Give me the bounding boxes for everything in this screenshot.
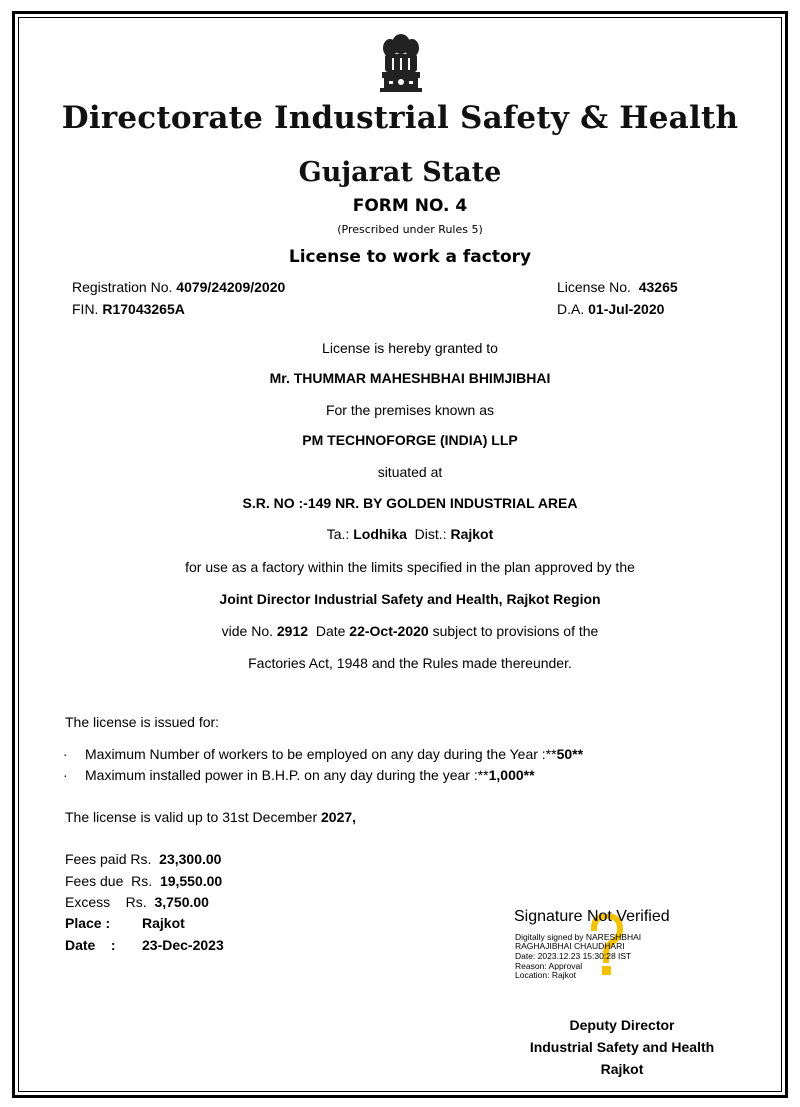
premises-name: PM TECHNOFORGE (INDIA) LLP: [302, 432, 518, 448]
use-statement: for use as a factory within the limits specified in the plan approved by the: [185, 559, 635, 575]
power-item: · Maximum installed power in B.H.P. on any day during the year :**1,000**: [63, 767, 535, 783]
signatory-department: Industrial Safety and Health: [529, 1039, 715, 1055]
license-title: License to work a factory: [288, 247, 532, 267]
digital-signature: [512, 906, 712, 986]
signatory-title: Deputy Director: [569, 1017, 675, 1033]
fin-number: FIN. R17043265A: [72, 301, 185, 317]
fees-paid: Fees paid Rs. 23,300.00: [65, 851, 222, 867]
license-number: License No. 43265: [557, 279, 678, 295]
workers-item: · Maximum Number of workers to be employed on any day during the Year :**50**: [63, 746, 584, 762]
registration-number: Registration No. 4079/24209/2020: [72, 279, 286, 295]
signature-location: Location: Rajkot: [515, 970, 576, 980]
act-reference: Factories Act, 1948 and the Rules made thereunder.: [248, 655, 572, 671]
issue-date: Date : 23-Dec-2023: [65, 937, 224, 953]
taluka-district: Ta.: Lodhika Dist.: Rajkot: [326, 526, 494, 542]
directorate-title: Directorate Industrial Safety & Health: [61, 100, 739, 136]
signed-by-line1: Digitally signed by NARESHBHAI: [515, 932, 642, 942]
fees-due: Fees due Rs. 19,550.00: [65, 873, 223, 889]
place: Place : Rajkot: [65, 915, 185, 931]
premises-address: S.R. NO :-149 NR. BY GOLDEN INDUSTRIAL AREA: [242, 495, 578, 511]
approving-authority: Joint Director Industrial Safety and Health, Rajkot Region: [219, 591, 601, 607]
signature-reason: Reason: Approval: [515, 961, 583, 971]
grant-intro: License is hereby granted to: [322, 340, 498, 356]
state-title: Gujarat State: [298, 157, 502, 188]
premises-intro: For the premises known as: [325, 402, 495, 418]
da-date: D.A. 01-Jul-2020: [557, 301, 665, 317]
signed-by-line2: RAGHAJIBHAI CHAUDHARI: [515, 941, 625, 951]
signatory-location: Rajkot: [600, 1061, 644, 1077]
issued-heading: The license is issued for:: [65, 714, 220, 730]
validity-line: The license is valid up to 31st December 2027,: [65, 809, 357, 825]
form-number: FORM NO. 4: [352, 196, 468, 216]
state-emblem-icon: [376, 30, 426, 94]
situated-at: situated at: [377, 464, 443, 480]
grantee-name: Mr. THUMMAR MAHESHBHAI BHIMJIBHAI: [269, 370, 551, 386]
prescribed-note: (Prescribed under Rules 5): [337, 223, 483, 236]
signature-date: Date: 2023.12.23 15:30:28 IST: [515, 951, 632, 961]
vide-line: vide No. 2912 Date 22-Oct-2020 subject to provisions of the: [221, 623, 599, 639]
signature-status: Signature Not Verified: [514, 908, 670, 925]
fees-excess: Excess Rs. 3,750.00: [65, 894, 209, 910]
